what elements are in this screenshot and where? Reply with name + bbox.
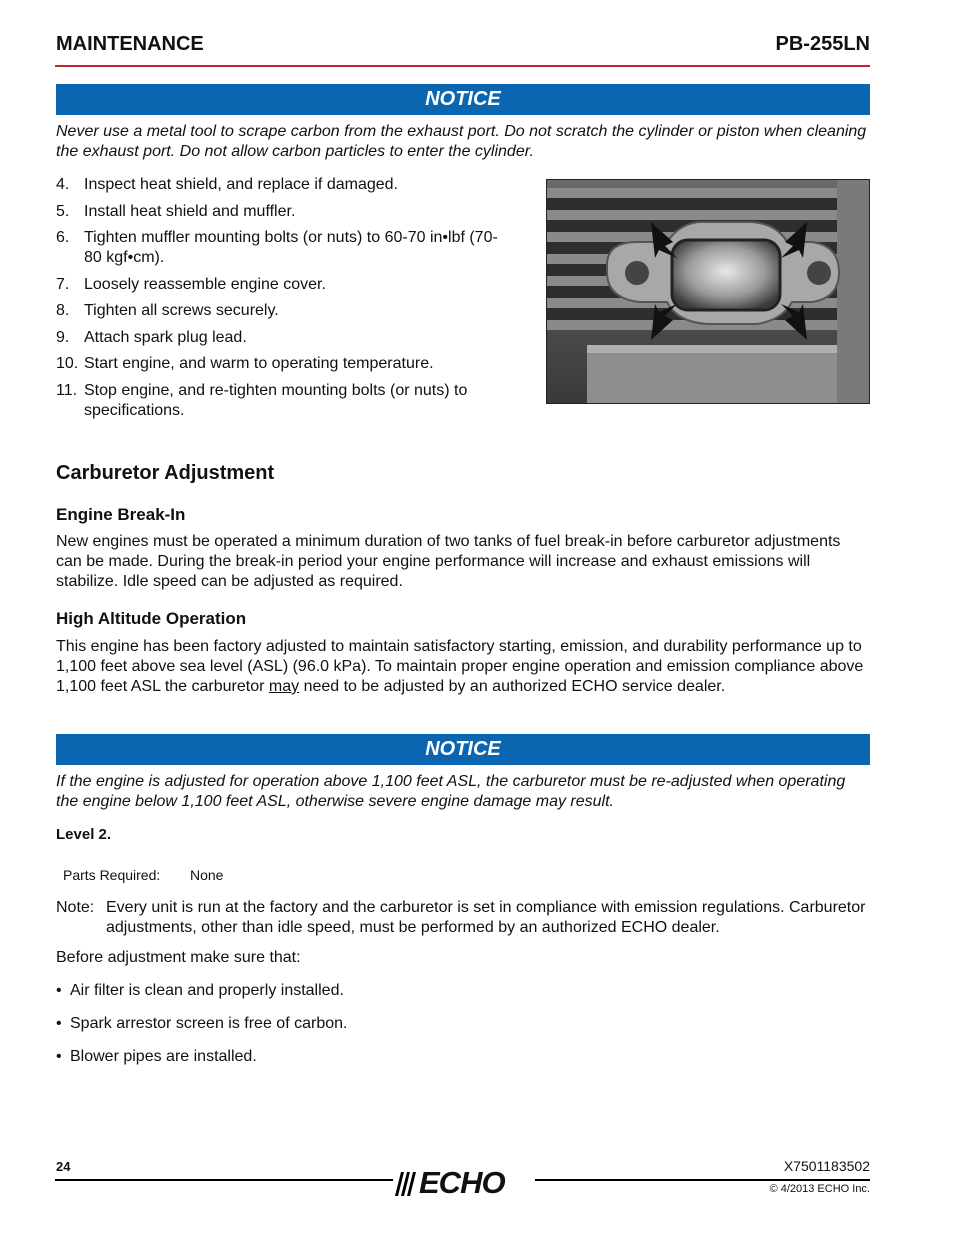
list-item: 7. Loosely reassemble engine cover. — [56, 275, 326, 293]
list-item: 8. Tighten all screws securely. — [56, 302, 279, 319]
notice-text-2: If the engine is adjusted for operation above 1,100 feet ASL, the carburetor must be re-adjusted when operating the engine below 1,100 feet ASL, otherwise severe engine damage may result. — [56, 773, 846, 810]
page-number: 24 — [56, 1159, 71, 1174]
altitude-text: This engine has been factory adjusted to maintain satisfactory starting, emission, and durability performance up to 1,100 feet above sea level (ASL) (96.0 kPa). To maintain proper engine operation and emission compliance above 1,100 feet ASL the carburetor may need to be adjusted by an authorized ECHO service dealer. — [56, 638, 864, 695]
list-item: • Spark arrestor screen is free of carbon. — [56, 1015, 348, 1032]
section-title: MAINTENANCE — [56, 33, 204, 55]
header-rule — [55, 65, 870, 67]
before-adjustment-text: Before adjustment make sure that: — [56, 949, 301, 966]
exhaust-port-photo — [546, 179, 870, 404]
list-item: 11. Stop engine, and re-tighten mounting bolts (or nuts) to specifications. — [56, 381, 468, 419]
parts-required-value: None — [190, 867, 224, 883]
note-label: Note: — [56, 899, 95, 916]
notice-text-1: Never use a metal tool to scrape carbon from the exhaust port. Do not scratch the cylinder or piston when cleaning the exhaust port. Do not allow carbon particles to enter the cylinder. — [56, 123, 867, 160]
list-item: 6. Tighten muffler mounting bolts (or nuts) to 60-70 in•lbf (70-80 kgf•cm). — [56, 229, 498, 266]
step-list — [56, 175, 506, 427]
breakin-heading: Engine Break-In — [56, 505, 186, 524]
copyright: © 4/2013 ECHO Inc. — [769, 1183, 870, 1195]
list-item: • Air filter is clean and properly installed. — [56, 982, 344, 999]
list-item: 10. Start engine, and warm to operating temperature. — [56, 355, 434, 372]
level-label: Level 2. — [56, 826, 112, 843]
altitude-heading: High Altitude Operation — [56, 609, 247, 628]
parts-required-label: Parts Required: — [63, 867, 161, 883]
model-number: PB-255LN — [775, 33, 870, 55]
echo-logo — [393, 1166, 535, 1200]
list-item: 4. Inspect heat shield, and replace if damaged. — [56, 176, 398, 193]
part-number: X7501183502 — [783, 1158, 870, 1174]
carburetor-heading: Carburetor Adjustment — [56, 462, 275, 484]
logo-text: ECHO — [419, 1165, 505, 1200]
note-text: Every unit is run at the factory and the carburetor is set in compliance with emission regulations. Carburetor adjustments, other than idle speed, must be performed by an authorized ECHO dealer. — [106, 899, 866, 936]
list-item: • Blower pipes are installed. — [56, 1048, 257, 1065]
list-item: 9. Attach spark plug lead. — [56, 328, 247, 346]
list-item: 5. Install heat shield and muffler. — [56, 202, 296, 220]
notice-banner-1: NOTICE — [56, 84, 870, 115]
breakin-text: New engines must be operated a minimum duration of two tanks of fuel break-in before carburetor adjustments can be made. During the break-in period your engine performance will increase and exhaust emissions will stabilize. Idle speed can be adjusted as required. — [56, 533, 841, 590]
notice-banner-2: NOTICE — [56, 734, 870, 765]
